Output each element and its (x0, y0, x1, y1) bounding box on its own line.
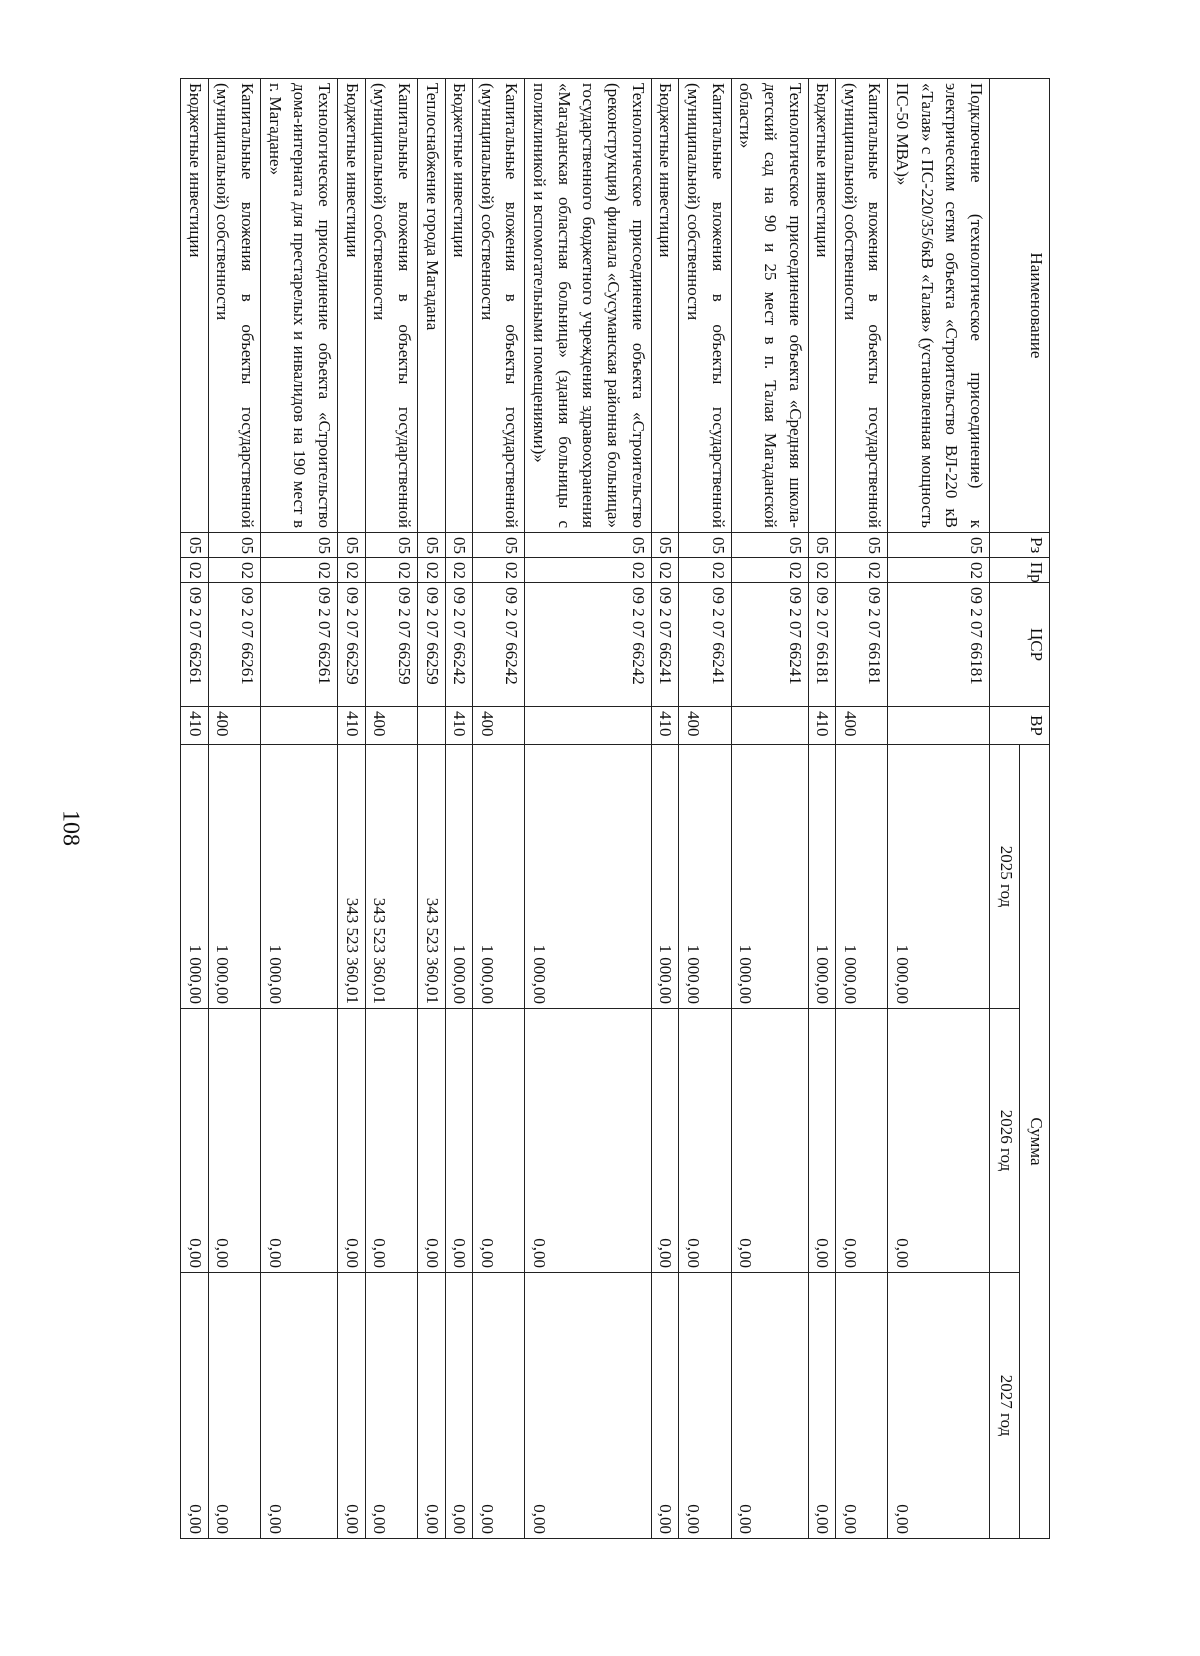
table-row (651, 79, 679, 1539)
row-2026: 0,00 (181, 1009, 209, 1273)
row-2027: 0,00 (651, 1273, 679, 1539)
row-rz: 05 (337, 533, 365, 558)
row-name: Бюджетные инвестиции (181, 79, 209, 533)
row-2025: 1 000,00 (888, 745, 990, 1009)
row-pr: 02 (731, 558, 808, 583)
row-name: Бюджетные инвестиции (337, 79, 365, 533)
row-csr: 09 2 07 66259 (337, 583, 365, 707)
row-vr: 410 (445, 707, 473, 745)
row-2025: 343 523 360,01 (337, 745, 365, 1009)
row-name: Бюджетные инвестиции (445, 79, 473, 533)
row-csr: 09 2 07 66259 (365, 583, 417, 707)
row-vr (525, 707, 651, 745)
row-2026: 0,00 (808, 1009, 836, 1273)
row-rz: 05 (651, 533, 679, 558)
row-rz: 05 (365, 533, 417, 558)
row-name: Бюджетные инвестиции (808, 79, 836, 533)
row-2025: 1 000,00 (261, 745, 338, 1009)
row-vr: 410 (181, 707, 209, 745)
row-csr: 09 2 07 66241 (679, 583, 731, 707)
row-2026: 0,00 (417, 1009, 445, 1273)
row-rz: 05 (679, 533, 731, 558)
row-2027: 0,00 (679, 1273, 731, 1539)
table-row (181, 79, 209, 1539)
table-row (445, 79, 473, 1539)
row-2027: 0,00 (731, 1273, 808, 1539)
row-rz: 05 (836, 533, 888, 558)
row-name: Подключение (технологическое присоединение) к электрическим сетям объекта «Строительство ВЛ-220 кВ «Талая» с ПС-220/35/6кВ «Талая» (установленная мощность ПС-50 МВА)» (888, 79, 990, 533)
row-2026: 0,00 (445, 1009, 473, 1273)
row-rz: 05 (181, 533, 209, 558)
row-2026: 0,00 (836, 1009, 888, 1273)
header-summa: Сумма (1020, 745, 1050, 1539)
table-row (836, 79, 888, 1539)
header-2027: 2027 год (990, 1273, 1020, 1539)
row-2027: 0,00 (208, 1273, 260, 1539)
row-2026: 0,00 (731, 1009, 808, 1273)
table-row (261, 79, 338, 1539)
row-vr: 400 (365, 707, 417, 745)
row-2025: 1 000,00 (808, 745, 836, 1009)
row-pr: 02 (525, 558, 651, 583)
row-2027: 0,00 (808, 1273, 836, 1539)
header-rz: Рз (990, 533, 1050, 558)
row-2027: 0,00 (445, 1273, 473, 1539)
row-pr: 02 (888, 558, 990, 583)
row-2027: 0,00 (365, 1273, 417, 1539)
row-csr: 09 2 07 66259 (417, 583, 445, 707)
row-2026: 0,00 (651, 1009, 679, 1273)
row-rz: 05 (208, 533, 260, 558)
row-csr: 09 2 07 66242 (525, 583, 651, 707)
row-csr: 09 2 07 66242 (473, 583, 525, 707)
row-pr: 02 (365, 558, 417, 583)
table-row (337, 79, 365, 1539)
row-2027: 0,00 (261, 1273, 338, 1539)
row-2025: 1 000,00 (525, 745, 651, 1009)
row-csr: 09 2 07 66261 (181, 583, 209, 707)
row-2026: 0,00 (365, 1009, 417, 1273)
row-pr: 02 (473, 558, 525, 583)
row-2025: 1 000,00 (473, 745, 525, 1009)
row-pr: 02 (445, 558, 473, 583)
row-name: Технологическое присоединение объекта «Средняя школа-детский сад на 90 и 25 мест в п. Талая Магаданской области» (731, 79, 808, 533)
row-name: Теплоснабжение города Магадана (417, 79, 445, 533)
row-pr: 02 (417, 558, 445, 583)
row-vr (731, 707, 808, 745)
row-2026: 0,00 (261, 1009, 338, 1273)
row-name: Технологическое присоединение объекта «Строительство (реконструкция) филиала «Сусуманская районная больница» государственного бюджетного учреждения здравоохранения «Магаданская областная больница» (здания больницы с поликлиникой и вспомогательными помещениями)» (525, 79, 651, 533)
row-rz: 05 (417, 533, 445, 558)
table-row (365, 79, 417, 1539)
header-2025: 2025 год (990, 745, 1020, 1009)
rotated-page-content (185, 78, 1050, 1538)
row-csr: 09 2 07 66242 (445, 583, 473, 707)
row-2025: 343 523 360,01 (365, 745, 417, 1009)
header-vr: ВР (990, 707, 1050, 745)
row-vr: 400 (836, 707, 888, 745)
row-2027: 0,00 (836, 1273, 888, 1539)
row-name: Капитальные вложения в объекты государственной (муниципальной) собственности (365, 79, 417, 533)
row-2025: 1 000,00 (836, 745, 888, 1009)
row-rz: 05 (445, 533, 473, 558)
row-2026: 0,00 (888, 1009, 990, 1273)
row-csr: 09 2 07 66181 (836, 583, 888, 707)
row-csr: 09 2 07 66241 (651, 583, 679, 707)
row-2026: 0,00 (337, 1009, 365, 1273)
row-vr (888, 707, 990, 745)
row-2027: 0,00 (888, 1273, 990, 1539)
row-2026: 0,00 (208, 1009, 260, 1273)
row-vr: 410 (337, 707, 365, 745)
row-2025: 1 000,00 (445, 745, 473, 1009)
row-csr: 09 2 07 66261 (261, 583, 338, 707)
row-name: Технологическое присоединение объекта «Строительство дома-интерната для престарелых и инвалидов на 190 мест в г. Магадане» (261, 79, 338, 533)
row-name: Бюджетные инвестиции (651, 79, 679, 533)
header-pr: Пр (990, 558, 1050, 583)
table-row (473, 79, 525, 1539)
row-pr: 02 (208, 558, 260, 583)
row-2025: 1 000,00 (731, 745, 808, 1009)
row-pr: 02 (808, 558, 836, 583)
row-csr: 09 2 07 66261 (208, 583, 260, 707)
row-2027: 0,00 (337, 1273, 365, 1539)
page-number: 108 (57, 810, 84, 846)
row-vr: 410 (808, 707, 836, 745)
row-rz: 05 (473, 533, 525, 558)
row-name: Капитальные вложения в объекты государственной (муниципальной) собственности (679, 79, 731, 533)
row-pr: 02 (337, 558, 365, 583)
row-pr: 02 (651, 558, 679, 583)
row-2025: 1 000,00 (181, 745, 209, 1009)
table-row (731, 79, 808, 1539)
row-pr: 02 (679, 558, 731, 583)
header-2026: 2026 год (990, 1009, 1020, 1273)
row-pr: 02 (836, 558, 888, 583)
row-rz: 05 (808, 533, 836, 558)
row-rz: 05 (525, 533, 651, 558)
row-2025: 1 000,00 (651, 745, 679, 1009)
table-row (208, 79, 260, 1539)
row-csr: 09 2 07 66241 (731, 583, 808, 707)
budget-table (180, 78, 1050, 1539)
row-2027: 0,00 (181, 1273, 209, 1539)
row-vr: 410 (651, 707, 679, 745)
row-2027: 0,00 (525, 1273, 651, 1539)
row-vr: 400 (473, 707, 525, 745)
table-row (888, 79, 990, 1539)
row-vr (261, 707, 338, 745)
row-pr: 02 (261, 558, 338, 583)
row-csr: 09 2 07 66181 (808, 583, 836, 707)
row-2025: 343 523 360,01 (417, 745, 445, 1009)
row-rz: 05 (731, 533, 808, 558)
row-2026: 0,00 (525, 1009, 651, 1273)
row-csr: 09 2 07 66181 (888, 583, 990, 707)
table-row (417, 79, 445, 1539)
row-2027: 0,00 (473, 1273, 525, 1539)
row-vr: 400 (679, 707, 731, 745)
table-row (808, 79, 836, 1539)
row-2026: 0,00 (473, 1009, 525, 1273)
row-name: Капитальные вложения в объекты государственной (муниципальной) собственности (208, 79, 260, 533)
row-2025: 1 000,00 (679, 745, 731, 1009)
table-row (525, 79, 651, 1539)
row-rz: 05 (888, 533, 990, 558)
header-name: Наименование (990, 79, 1050, 533)
row-vr (417, 707, 445, 745)
row-name: Капитальные вложения в объекты государственной (муниципальной) собственности (836, 79, 888, 533)
header-csr: ЦСР (990, 583, 1050, 707)
table-row (679, 79, 731, 1539)
row-2025: 1 000,00 (208, 745, 260, 1009)
row-name: Капитальные вложения в объекты государственной (муниципальной) собственности (473, 79, 525, 533)
row-rz: 05 (261, 533, 338, 558)
row-vr: 400 (208, 707, 260, 745)
row-2026: 0,00 (679, 1009, 731, 1273)
row-2027: 0,00 (417, 1273, 445, 1539)
row-pr: 02 (181, 558, 209, 583)
